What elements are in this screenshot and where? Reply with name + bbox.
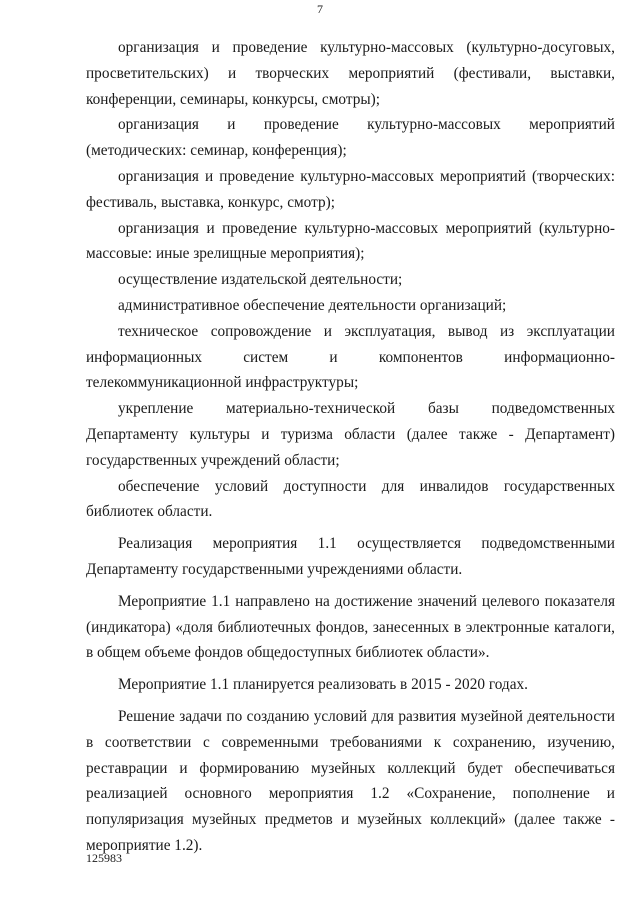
paragraph-target-indicator: Мероприятие 1.1 направлено на достижение значений целевого показателя (индикатора) «доля библиотечных фондов, занесенных в электронные каталоги, в общем объеме фондов общедоступных библиотек области». (86, 592, 615, 662)
paragraph-events-methodical: организация и проведение культурно-массовых мероприятий (методических: семинар, конференция); (86, 116, 615, 160)
paragraph-events-spectacular: организация и проведение культурно-массовых мероприятий (культурно-массовые: иные зрелищные мероприятия); (86, 219, 615, 263)
paragraph-publishing: осуществление издательской деятельности; (118, 271, 403, 289)
paragraph-events-cultural-leisure: организация и проведение культурно-массовых (культурно-досуговых, просветительских) и творческих мероприятий (фестивали, выставки, конференции, семинары, конкурсы, смотры); (86, 39, 615, 108)
paragraph-events-creative: организация и проведение культурно-массовых мероприятий (творческих: фестиваль, выставка, конкурс, смотр); (86, 167, 615, 211)
paragraph-accessibility: обеспечение условий доступности для инвалидов государственных библиотек области. (86, 477, 615, 521)
document-code: 125983 (86, 851, 122, 865)
paragraph-it-support: техническое сопровождение и эксплуатация, вывод из эксплуатации информационных систем и компонентов информационно-телекоммуникационной инфраструктуры; (86, 322, 615, 392)
paragraph-timeline: Мероприятие 1.1 планируется реализовать в 2015 - 2020 годах. (118, 676, 528, 694)
paragraph-administrative: административное обеспечение деятельности организаций; (118, 296, 507, 314)
body-text (86, 35, 615, 859)
paragraph-implementation: Реализация мероприятия 1.1 осуществляется подведомственными Департаменту государственными учреждениями области. (86, 535, 615, 578)
page-number: 7 (317, 2, 323, 16)
paragraph-material-base: укрепление материально-технической базы подведомственных Департаменту культуры и туризма области (далее также - Департамент) государственных учреждений области; (86, 400, 615, 469)
paragraph-museum-task: Решение задачи по созданию условий для развития музейной деятельности в соответствии с современными требованиями к сохранению, изучению, реставрации и формированию музейных коллекций будет обеспечиваться реализацией основного мероприятия 1.2 «Сохранение, пополнение и популяризация музейных предметов и музейных коллекций» (далее также - мероприятие 1.2). (86, 707, 615, 854)
